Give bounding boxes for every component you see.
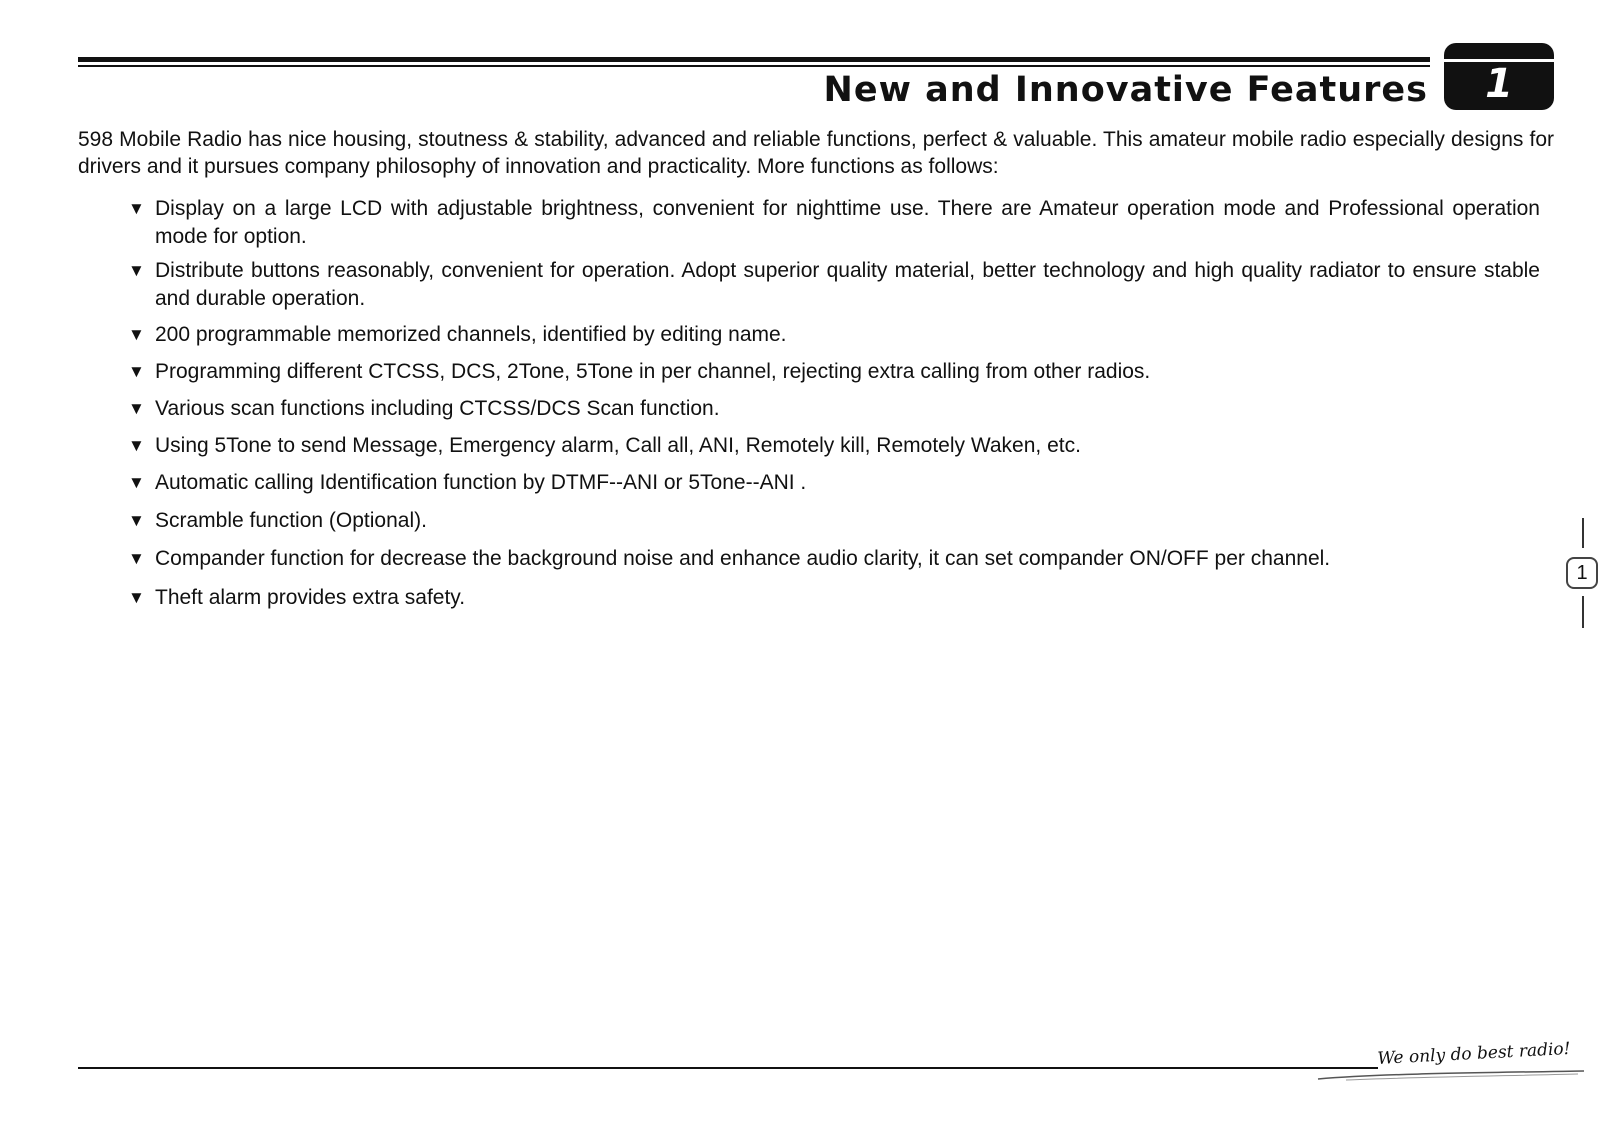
bullet-triangle-icon: ▼ [128,325,145,344]
chapter-number: 1 [1485,61,1513,107]
feature-text: Theft alarm provides extra safety. [155,586,466,609]
feature-item [128,257,1540,313]
tagline-swoosh-icon [1316,1070,1586,1082]
bullet-triangle-icon: ▼ [128,362,145,381]
bullet-triangle-icon: ▼ [128,588,145,607]
page-marker-line-bottom [1582,596,1584,628]
feature-item [128,545,1540,573]
feature-text: Compander function for decrease the background noise and enhance audio clarity, it can set compander ON/OFF per channel. [155,547,1331,570]
page-number: 1 [1566,557,1598,589]
page-title: New and Innovative Features [823,70,1428,110]
header-rule-thick [78,57,1430,62]
footer-rule [78,1067,1378,1069]
feature-text: 200 programmable memorized channels, identified by editing name. [155,323,787,346]
feature-item [128,395,1540,423]
feature-item [128,432,1540,460]
bullet-triangle-icon: ▼ [128,473,145,492]
feature-text: Using 5Tone to send Message, Emergency alarm, Call all, ANI, Remotely kill, Remotely Waken, etc. [155,434,1081,457]
bullet-triangle-icon: ▼ [128,399,145,418]
feature-item [128,469,1540,497]
feature-item [128,195,1540,251]
chapter-badge [1444,43,1554,110]
feature-text: Various scan functions including CTCSS/DCS Scan function. [155,397,720,420]
feature-text: Display on a large LCD with adjustable brightness, convenient for nighttime use. There are Amateur operation mode and Professional operation mode for option. [155,197,1540,248]
feature-text: Programming different CTCSS, DCS, 2Tone, 5Tone in per channel, rejecting extra calling from other radios. [155,360,1151,383]
intro-paragraph: 598 Mobile Radio has nice housing, stoutness & stability, advanced and reliable functions, perfect & valuable. This amateur mobile radio especially designs for drivers and it pursues company philosophy of innovation and practicality. More functions as follows: [78,128,1554,178]
page-marker-line-top [1582,518,1584,548]
bullet-triangle-icon: ▼ [128,511,145,530]
feature-item [128,507,1540,535]
header-rule-thin [78,65,1430,67]
feature-text: Automatic calling Identification function by DTMF--ANI or 5Tone--ANI . [155,471,807,494]
feature-list [128,195,1540,612]
footer-tagline: We only do best radio! [1376,1038,1572,1069]
bullet-triangle-icon: ▼ [128,549,145,568]
bullet-triangle-icon: ▼ [128,261,145,280]
feature-item [128,358,1540,386]
feature-item [128,584,1540,612]
feature-text: Scramble function (Optional). [155,509,427,532]
bullet-triangle-icon: ▼ [128,436,145,455]
feature-text: Distribute buttons reasonably, convenient for operation. Adopt superior quality material, better technology and high quality radiator to ensure stable and durable operation. [155,259,1540,310]
bullet-triangle-icon: ▼ [128,199,145,218]
feature-item [128,321,1540,349]
